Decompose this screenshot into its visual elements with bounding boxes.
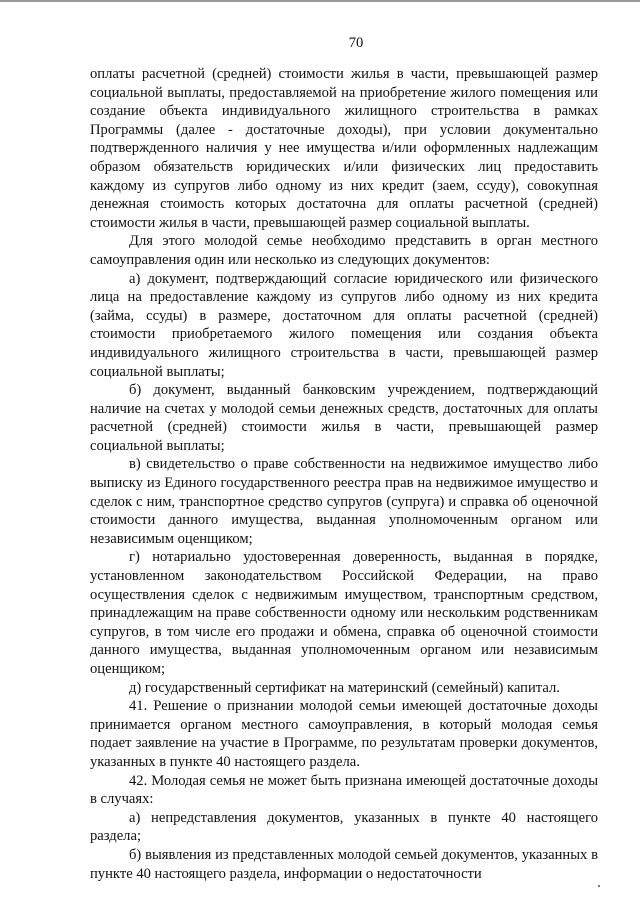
- paragraph-case-a: а) непредставления документов, указанных в пункте 40 настоящего раздела;: [90, 809, 598, 845]
- scan-speck: [598, 885, 600, 887]
- paragraph-section-41: 41. Решение о признании молодой семьи имеющей достаточные доходы принимается органом местного самоуправления, в который молодая семья подает заявление на участие в Программе, по результатам проверки документов, указанных в пункте 40 настоящего раздела.: [90, 698, 598, 770]
- page-number: 70: [348, 35, 364, 51]
- paragraph-item-d: д) государственный сертификат на материнский (семейный) капитал.: [129, 679, 560, 696]
- paragraph-item-v: в) свидетельство о праве собственности на недвижимое имущество либо выписку из Единого государственного реестра прав на недвижимое имущество и сделок с ним, транспортное средство супругов (супруга) и справка об оценочной стоимости данного имущества, выданная уполномоченным органом или независимым оценщиком;: [90, 456, 598, 547]
- paragraph-continuation: оплаты расчетной (средней) стоимости жилья в части, превышающей размер социальной выплаты, предоставляемой на приобретение жилого помещения или создание объекта индивидуального жилищного строительства в рамках Программы (далее - достаточные доходы), при условии документально подтвержденного наличия у нее имущества и/или оформленных надлежащим образом обязательств юридических и/или физических лиц предоставить каждому из супругов либо одному из них кредит (заем, ссуду), совокупная денежная стоимость которых достаточна для оплаты расчетной (средней) стоимости жилья в части, превышающей размер социальной выплаты.: [90, 66, 598, 231]
- paragraph-item-b: б) документ, выданный банковским учреждением, подтверждающий наличие на счетах у молодой семьи денежных средств, достаточных для оплаты расчетной (средней) стоимости жилья в части, превышающей размер социальной выплаты;: [90, 382, 598, 454]
- paragraph-documents-intro: Для этого молодой семье необходимо представить в орган местного самоуправления один или несколько из следующих документов:: [90, 233, 598, 268]
- paragraph-case-b: б) выявления из представленных молодой семьей документов, указанных в пункте 40 настоящего раздела, информации о недостаточности: [90, 846, 598, 882]
- paragraph-section-42: 42. Молодая семья не может быть признана имеющей достаточные доходы в случаях:: [90, 772, 598, 808]
- paragraph-item-a: а) документ, подтверждающий согласие юридического или физического лица на предоставление каждому из супругов либо одному из них кредита (займа, ссуды) в размере, достаточном для оплаты расчетной (средней) стоимости приобретаемого жилого помещения или создания объекта индивидуального жилищного строительства в части, превышающей размер социальной выплаты;: [90, 270, 598, 380]
- paragraph-item-g: г) нотариально удостоверенная доверенность, выданная в порядке, установленном законодательством Российской Федерации, на право осуществления сделок с недвижимым имуществом, транспортным средством, принадлежащим на праве собственности одному или нескольким родственникам супругов, в том числе его продажи и обмена, справка об оценочной стоимости данного имущества, выданная уполномоченным органом или независимым оценщиком;: [90, 549, 598, 677]
